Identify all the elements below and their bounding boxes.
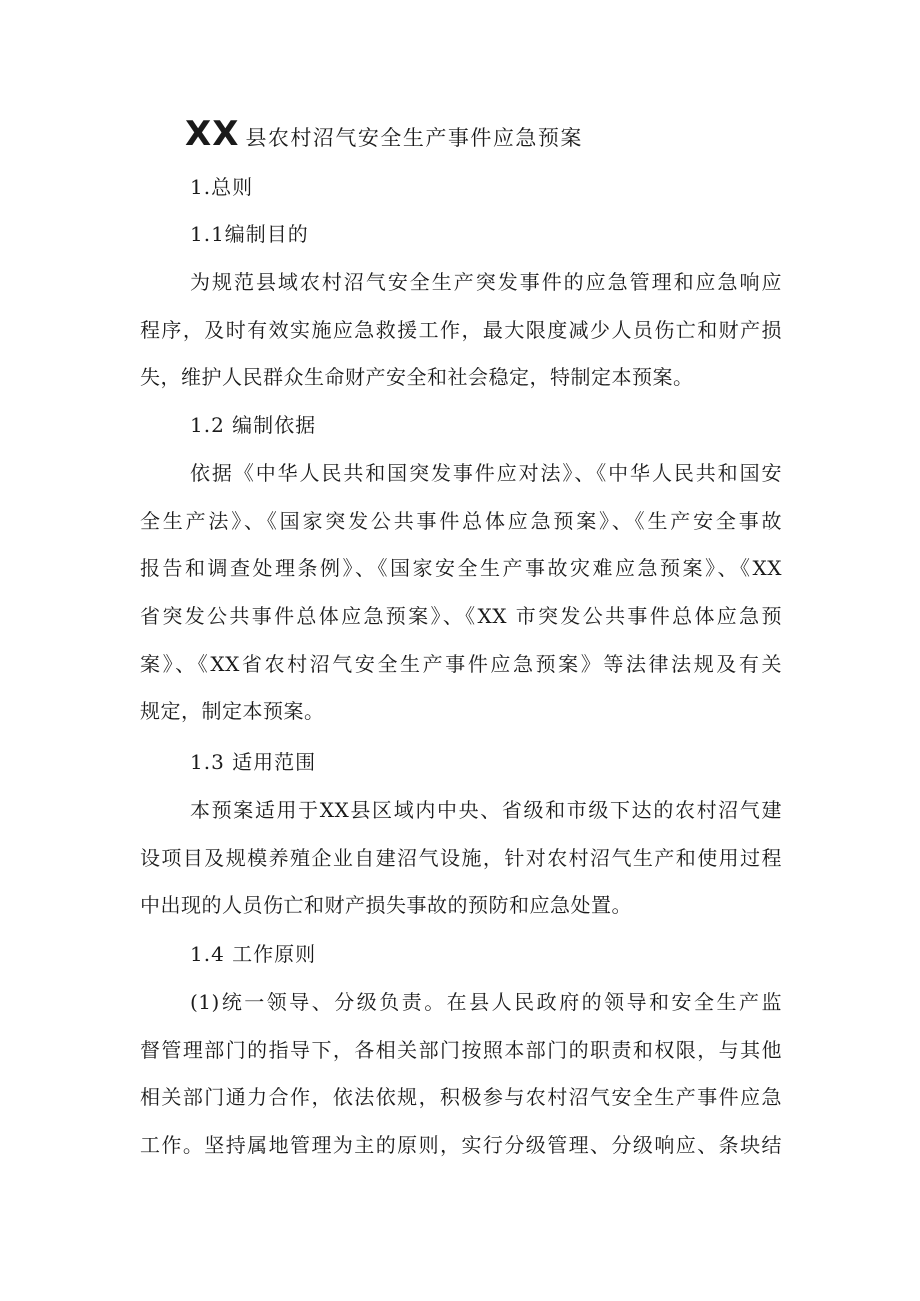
paragraph-line: 程序，及时有效实施应急救援工作，最大限度减少人员伤亡和财产损 (140, 317, 782, 342)
paragraph-principle (140, 979, 782, 1170)
paragraph-basis (140, 450, 782, 736)
paragraph-line: 中出现的人员伤亡和财产损失事故的预防和应急处置。 (140, 893, 632, 918)
document-title (185, 112, 583, 162)
heading-general: 1.总则 (190, 175, 254, 199)
title-text: 县农村沼气安全生产事件应急预案 (245, 126, 583, 150)
paragraph-line: 督管理部门的指导下，各相关部门按照本部门的职责和权限，与其他 (140, 1037, 782, 1062)
heading-basis: 1.2 编制依据 (190, 413, 317, 437)
title-prefix: XX (185, 114, 240, 154)
paragraph-line: 省突发公共事件总体应急预案》、《XX 市突发公共事件总体应急预 (140, 604, 782, 629)
paragraph-line: 报告和调查处理条例》、《国家安全生产事故灾难应急预案》、《XX (140, 556, 782, 581)
paragraph-line: 本预案适用于XX县区域内中央、省级和市级下达的农村沼气建 (190, 798, 782, 822)
heading-scope: 1.3 适用范围 (190, 750, 317, 774)
paragraph-line: 规定，制定本预案。 (140, 699, 325, 724)
heading-principle: 1.4 工作原则 (190, 942, 317, 966)
paragraph-line: 失，维护人民群众生命财产安全和社会稳定，特制定本预案。 (140, 365, 694, 390)
paragraph-line: 依据《中华人民共和国突发事件应对法》、《中华人民共和国安 (190, 461, 782, 485)
paragraph-line: 相关部门通力合作，依法依规，积极参与农村沼气安全生产事件应急 (140, 1085, 782, 1110)
paragraph-line: (1)统一领导、分级负责。在县人民政府的领导和安全生产监 (190, 990, 782, 1014)
paragraph-line: 设项目及规模养殖企业自建沼气设施，针对农村沼气生产和使用过程 (140, 845, 782, 870)
heading-purpose: 1.1编制目的 (190, 222, 309, 246)
paragraph-line: 全生产法》、《国家突发公共事件总体应急预案》、《生产安全事故 (140, 508, 782, 533)
paragraph-line: 案》、《XX省农村沼气安全生产事件应急预案》等法律法规及有关 (140, 651, 782, 676)
paragraph-line: 工作。坚持属地管理为主的原则，实行分级管理、分级响应、条块结 (140, 1133, 782, 1158)
paragraph-line: 为规范县域农村沼气安全生产突发事件的应急管理和应急响应 (190, 270, 782, 294)
paragraph-scope (140, 787, 782, 930)
paragraph-purpose (140, 259, 782, 402)
